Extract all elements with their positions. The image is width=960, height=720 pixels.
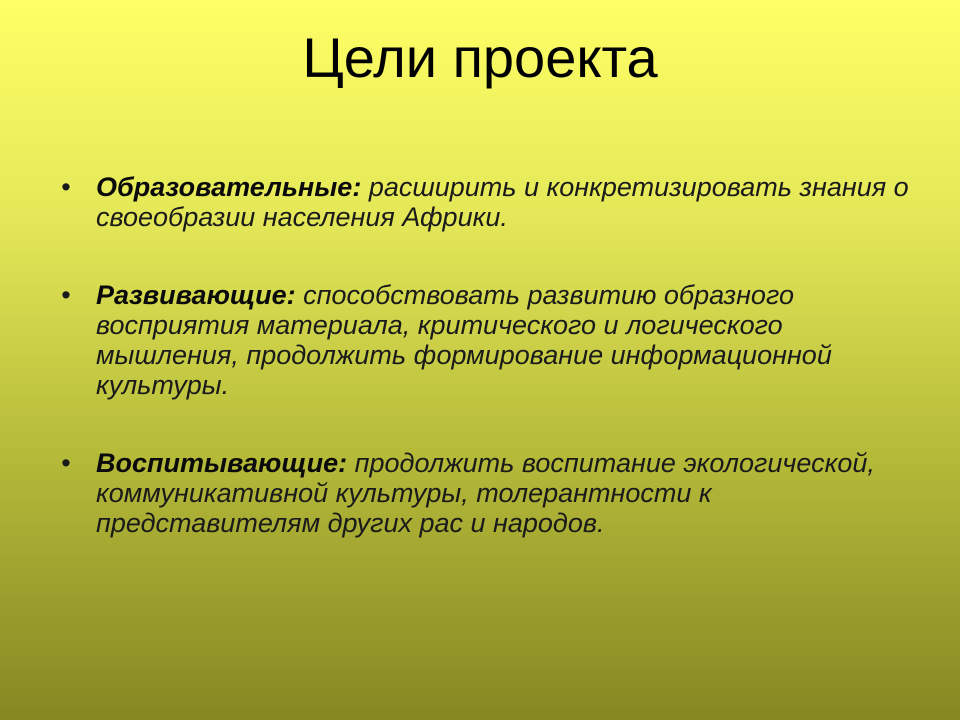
bullet-marker: • [61,448,71,478]
goal-text: способствовать развитию образного восприятия материала, критического и логического мышления, продолжить формирование информационной культуры. [96,280,832,400]
slide-title: Цели проекта [302,26,658,89]
bullet-marker: • [61,172,71,202]
goal-term: Развивающие: [96,280,304,310]
goal-item-educational [56,172,916,232]
goals-list [56,172,916,538]
goal-text: продолжить воспитание экологической, коммуникативной культуры, толерантности к представителям других рас и народов. [96,448,875,538]
goal-term: Воспитывающие: [96,448,355,478]
goal-item-developmental [56,280,916,400]
bullet-marker: • [61,280,71,310]
goal-term: Образовательные: [96,172,369,202]
goal-item-upbringing [56,448,916,538]
goal-text: расширить и конкретизировать знания о своеобразии населения Африки. [96,172,909,232]
